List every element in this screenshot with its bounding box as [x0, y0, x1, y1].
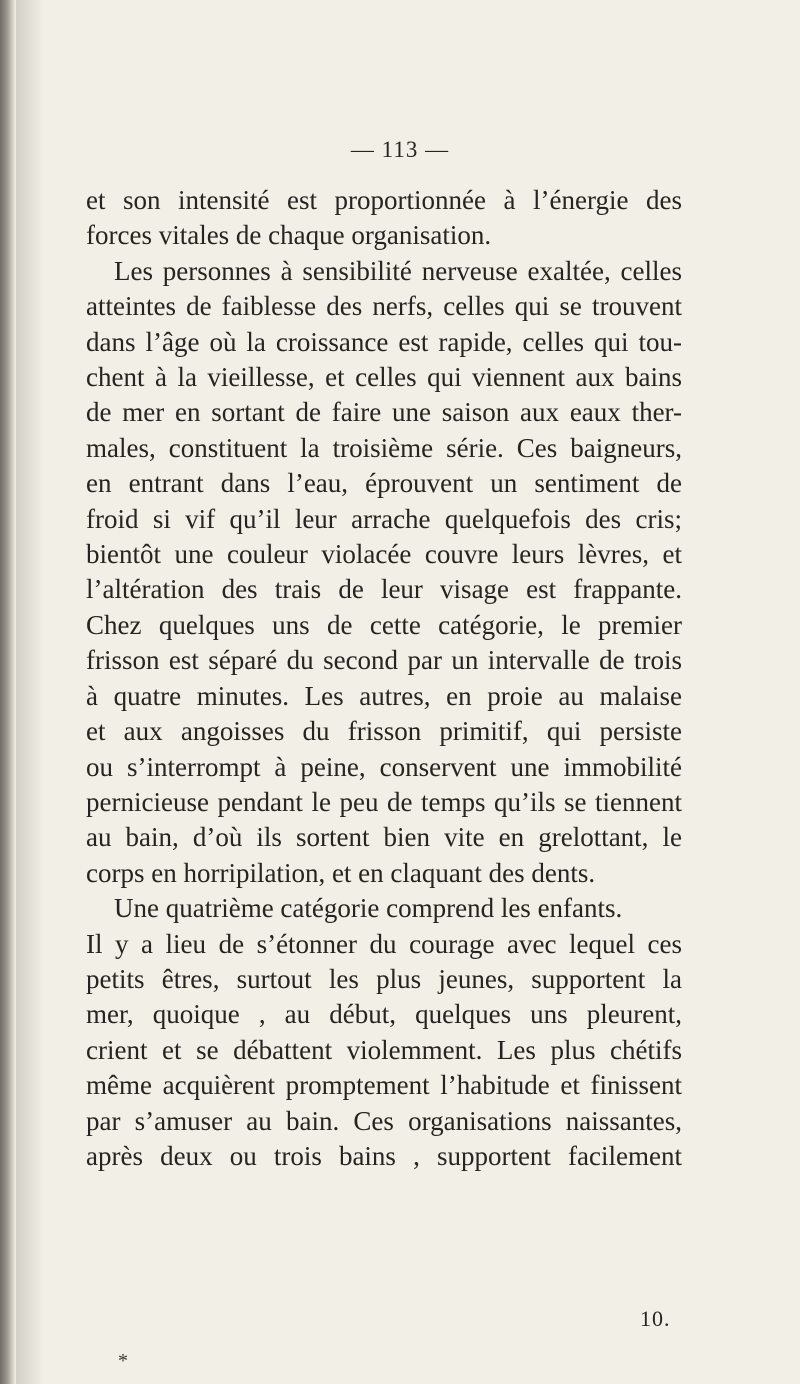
- text-line: et son intensité est proportionnée à l’énergie des: [86, 185, 682, 215]
- page-number: — 113 —: [350, 137, 450, 162]
- text-line: même acquièrent promptement l’habitude et finissent: [86, 1070, 682, 1101]
- text-line: par s’amuser au bain. Ces organisations naissantes,: [86, 1105, 682, 1136]
- page-binding-edge: [0, 0, 16, 1384]
- text-line: chent à la vieillesse, et celles qui viennent aux bains: [86, 362, 682, 393]
- text-line: de mer en sortant de faire une saison aux eaux ther-: [86, 397, 682, 428]
- text-line: Une quatrième catégorie comprend les enfants.: [114, 893, 623, 924]
- text-line: crient et se débattent violemment. Les plus chétifs: [86, 1034, 682, 1065]
- text-line: Il y a lieu de s’étonner du courage avec lequel ces: [86, 928, 682, 959]
- signature-mark-container: [0, 1306, 800, 1332]
- text-line: en entrant dans l’eau, éprouvent un sentiment de: [86, 468, 682, 499]
- text-line: forces vitales de chaque organisation.: [86, 220, 492, 251]
- text-line: après deux ou trois bains , supportent facilement: [86, 1140, 682, 1171]
- body-text: [86, 183, 682, 1174]
- text-line: et aux angoisses du frisson primitif, qui persiste: [86, 716, 682, 747]
- text-line: pernicieuse pendant le peu de temps qu’ils se tiennent: [86, 786, 682, 817]
- text-line: frisson est séparé du second par un intervalle de trois: [86, 645, 682, 676]
- text-line: à quatre minutes. Les autres, en proie au malaise: [86, 680, 682, 711]
- text-line: Les personnes à sensibilité nerveuse exaltée, celles: [114, 255, 682, 286]
- text-line: ou s’interrompt à peine, conservent une immobilité: [86, 751, 682, 782]
- text-line: Chez quelques uns de cette catégorie, le premier: [86, 609, 682, 640]
- text-line: bientôt une couleur violacée couvre leurs lèvres, et: [86, 539, 682, 570]
- text-line: corps en horripilation, et en claquant des dents.: [86, 857, 596, 888]
- text-line: petits êtres, surtout les plus jeunes, supportent la: [86, 963, 682, 994]
- text-line: froid si vif qu’il leur arrache quelquefois des cris;: [86, 503, 682, 534]
- binding-shadow: [16, 0, 44, 1384]
- signature-mark: 10.: [640, 1306, 671, 1331]
- text-line: au bain, d’où ils sortent bien vite en grelottant, le: [86, 822, 682, 853]
- text-line: atteintes de faiblesse des nerfs, celles qui se trouvent: [86, 291, 682, 322]
- text-line: l’altération des trais de leur visage est frappante.: [86, 574, 682, 605]
- corner-mark: *: [118, 1350, 128, 1372]
- text-line: dans l’âge où la croissance est rapide, celles qui tou-: [86, 326, 682, 357]
- text-line: mer, quoique , au début, quelques uns pleurent,: [86, 999, 682, 1030]
- text-line: males, constituent la troisième série. Ces baigneurs,: [86, 432, 682, 463]
